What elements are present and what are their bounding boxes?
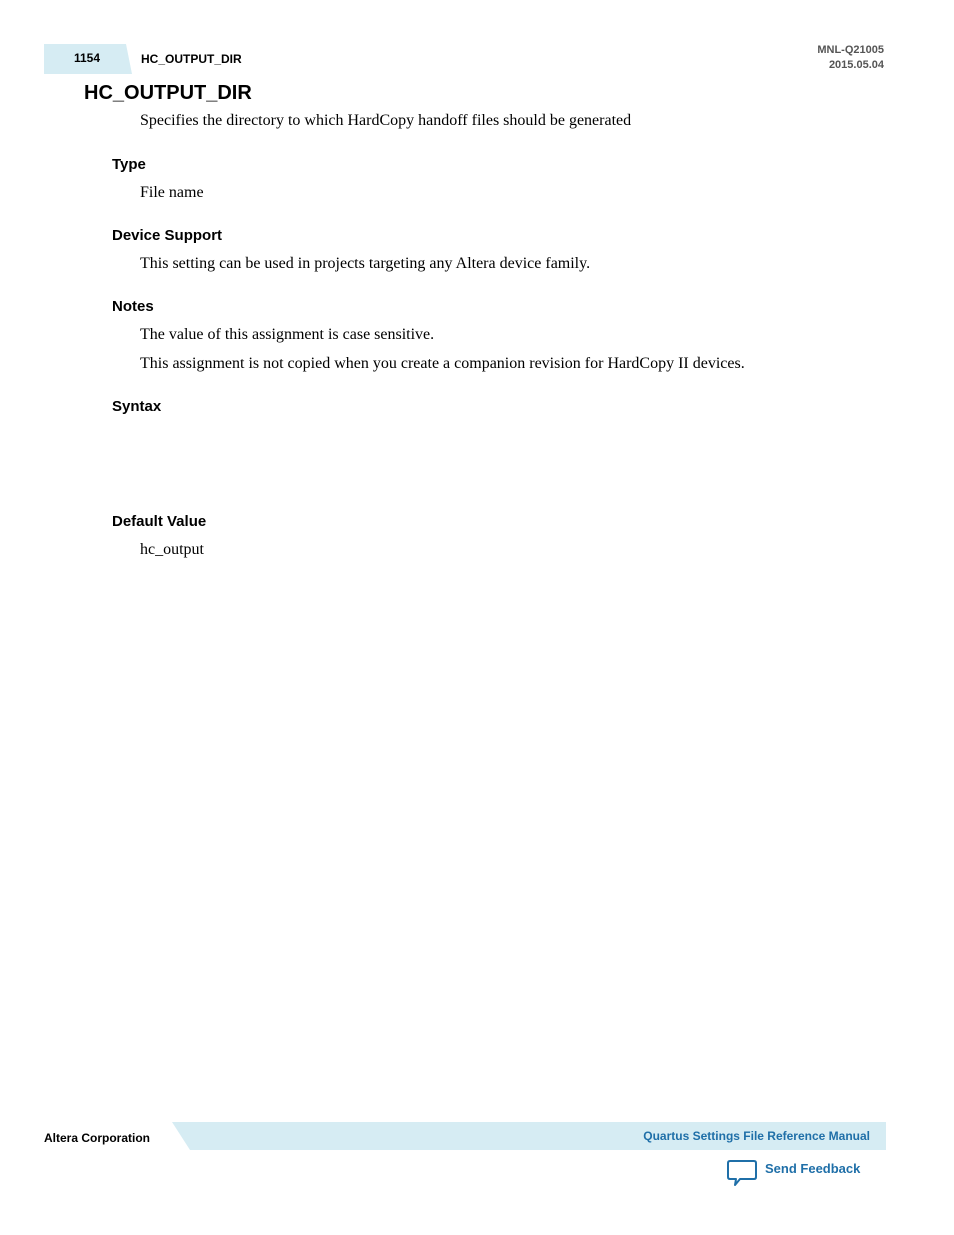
syntax-heading: Syntax <box>112 398 162 415</box>
description: Specifies the directory to which HardCopy handoff files should be generated <box>140 112 632 129</box>
doc-identifier <box>817 43 884 73</box>
send-feedback-link[interactable] <box>726 1158 860 1193</box>
page-number: 1154 <box>74 51 101 65</box>
notes-heading: Notes <box>112 298 154 315</box>
running-title: HC_OUTPUT_DIR <box>141 52 242 66</box>
default-value-heading: Default Value <box>112 513 207 530</box>
manual-title-link[interactable]: Quartus Settings File Reference Manual <box>643 1129 870 1143</box>
doc-id: MNL-Q21005 <box>817 44 884 56</box>
page-title: HC_OUTPUT_DIR <box>84 82 252 104</box>
note-item: The value of this assignment is case sensitive. <box>140 326 435 343</box>
note-item: This assignment is not copied when you create a companion revision for HardCopy II devices. <box>140 355 745 372</box>
default-value: hc_output <box>140 541 204 558</box>
company-name: Altera Corporation <box>44 1131 151 1145</box>
doc-date: 2015.05.04 <box>828 59 884 71</box>
device-support-text: This setting can be used in projects targeting any Altera device family. <box>140 255 591 272</box>
send-feedback-label: Send Feedback <box>765 1161 861 1176</box>
speech-bubble-icon <box>726 1158 758 1193</box>
type-heading: Type <box>112 156 146 173</box>
type-value: File name <box>140 184 204 201</box>
device-support-heading: Device Support <box>112 227 223 244</box>
